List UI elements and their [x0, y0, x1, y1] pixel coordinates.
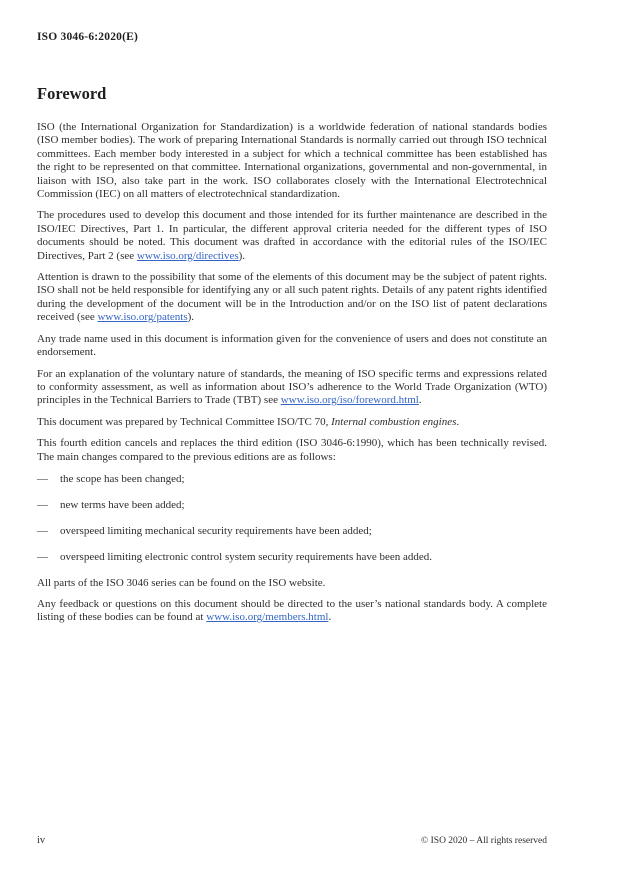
foreword-body — [37, 121, 547, 633]
paragraph-wto-end: . — [418, 394, 422, 407]
list-item-electronic — [37, 551, 547, 564]
list-dash-marker: — — [37, 498, 48, 511]
list-item-terms-text: new terms have been added; — [60, 498, 185, 511]
list-item-electronic-text: overspeed limiting electronic control system security requirements have been added. — [60, 550, 433, 563]
paragraph-patent-rights — [37, 271, 547, 325]
paragraph-committee-text: This document was prepared by Technical Committee ISO/TC 70, — [37, 415, 332, 428]
link-iso-foreword[interactable]: www.iso.org/iso/foreword.html — [280, 394, 419, 407]
paragraph-procedures — [37, 209, 547, 263]
list-item-mechanical — [37, 525, 547, 538]
paragraph-committee — [37, 416, 547, 429]
paragraph-trade-name: Any trade name used in this document is information given for the convenience of users and does not constitute an endorsement. — [37, 332, 547, 359]
paragraph-feedback — [37, 598, 547, 625]
committee-subject-italic: Internal combustion engines — [331, 415, 457, 428]
page-title: Foreword — [37, 84, 107, 103]
list-dash-marker: — — [37, 524, 48, 537]
list-item-mechanical-text: overspeed limiting mechanical security requirements have been added; — [60, 524, 372, 537]
paragraph-patent-rights-end: ). — [187, 311, 195, 324]
paragraph-procedures-end: ). — [238, 249, 246, 262]
list-item-terms — [37, 499, 547, 512]
paragraph-patent-rights-text: Attention is drawn to the possibility that some of the elements of this document may be the subject of patent rights. ISO shall not be held responsible for identifying any or all such patent rights. Details of any patent rights identified during the development of the document will be in the Introduction and/or on the ISO list of patent declarations received (see — [37, 271, 547, 324]
list-item-scope-text: the scope has been changed; — [60, 472, 185, 485]
list-item-scope — [37, 473, 547, 486]
paragraph-procedures-text: The procedures used to develop this document and those intended for its further maintenance are described in the ISO/IEC Directives, Part 1. In particular, the different approval criteria needed for the different types of ISO documents should be noted. This document was drafted in accordance with the editorial rules of the ISO/IEC Directives, Part 2 (see — [37, 209, 547, 262]
page-number: iv — [37, 835, 46, 846]
paragraph-feedback-end: . — [328, 611, 332, 624]
paragraph-fourth-edition: This fourth edition cancels and replaces the third edition (ISO 3046-6:1990), which has been technically revised. The main changes compared to the previous editions are as follows: — [37, 437, 547, 463]
paragraph-feedback-text: Any feedback or questions on this document should be directed to the user’s national standards body. A complete listing of these bodies can be found at — [37, 597, 547, 624]
paragraph-all-parts: All parts of the ISO 3046 series can be found on the ISO website. — [37, 576, 326, 589]
link-iso-members[interactable]: www.iso.org/members.html — [206, 611, 329, 624]
paragraph-committee-end: . — [456, 415, 460, 428]
list-dash-marker: — — [37, 472, 48, 485]
copyright-notice: © ISO 2020 – All rights reserved — [421, 836, 547, 846]
page-footer — [37, 835, 547, 846]
paragraph-iso-federation: ISO (the International Organization for Standardization) is a worldwide federation of national standards bodies (ISO member bodies). The work of preparing International Standards is normally carried out through ISO technical committees. Each member body interested in a subject for which a technical committee has been established has the right to be represented on that committee. International organizations, governmental and non-governmental, in liaison with ISO, also take part in the work. ISO collaborates closely with the International Electrotechnical Commission (IEC) on all matters of electrotechnical standardization. — [37, 121, 547, 201]
document-code-header: ISO 3046-6:2020(E) — [37, 31, 139, 43]
list-dash-marker: — — [37, 550, 48, 563]
link-iso-patents[interactable]: www.iso.org/patents — [97, 311, 188, 324]
paragraph-wto-text: For an explanation of the voluntary nature of standards, the meaning of ISO specific terms and expressions related to conformity assessment, as well as information about ISO’s adherence to the World Trade Organization (WTO) principles in the Technical Barriers to Trade (TBT) see — [37, 367, 547, 407]
link-iso-directives[interactable]: www.iso.org/directives — [136, 249, 239, 262]
paragraph-wto — [37, 368, 547, 408]
